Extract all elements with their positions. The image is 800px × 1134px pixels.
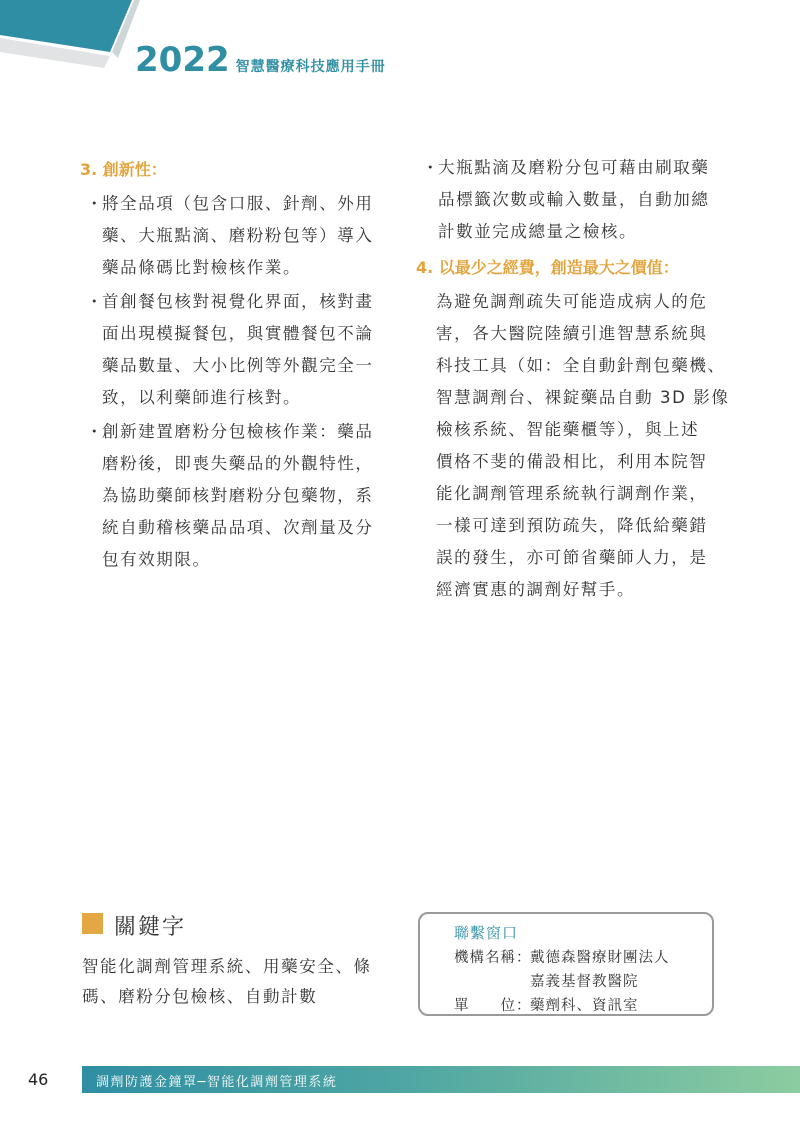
footer-band xyxy=(82,1066,800,1093)
section-heading-innovation: 3. 創新性： xyxy=(80,160,167,179)
bullet-item xyxy=(416,152,726,248)
bullet-dot: ・ xyxy=(86,292,105,311)
contact-unit-row xyxy=(454,994,639,1015)
footer-text: 調劑防護金鐘罩─智能化調劑管理系統 xyxy=(96,1075,338,1090)
contact-org-line1: 戴德森醫療財團法人 xyxy=(530,950,670,966)
paragraph-line: 價格不斐的備設相比，利用本院智 xyxy=(436,452,708,471)
bullet-line: 品標籤次數或輸入數量，自動加總 xyxy=(438,190,710,209)
bullet-item xyxy=(80,188,390,284)
contact-unit-label: 單 位： xyxy=(454,998,532,1014)
value-paragraph xyxy=(416,286,730,606)
paragraph-line: 為避免調劑疏失可能造成病人的危 xyxy=(436,292,708,311)
paragraph-line: 智慧調劑台、裸錠藥品自動 3D 影像 xyxy=(436,388,730,407)
keywords-line: 智能化調劑管理系統、用藥安全、條 xyxy=(82,957,372,976)
bullet-line: 首創餐包核對視覺化界面，核對畫 xyxy=(102,292,374,311)
keywords-text xyxy=(82,952,402,1012)
bullet-line: 大瓶點滴及磨粉分包可藉由刷取藥 xyxy=(438,158,710,177)
header-year: 2022 xyxy=(135,40,230,80)
page-number: 46 xyxy=(28,1070,49,1089)
bullet-line: 藥、大瓶點滴、磨粉粉包等）導入 xyxy=(102,226,374,245)
bullet-line: 面出現模擬餐包，與實體餐包不論 xyxy=(102,324,374,343)
right-column xyxy=(416,152,730,606)
contact-title: 聯繫窗口 xyxy=(454,924,519,942)
paragraph-line: 能化調劑管理系統執行調劑作業， xyxy=(436,484,708,503)
contact-unit-value: 藥劑科、資訊室 xyxy=(530,998,639,1014)
bullet-dot: ・ xyxy=(86,422,105,441)
left-column xyxy=(80,152,390,578)
paragraph-line: 一樣可達到預防疏失，降低給藥錯 xyxy=(436,516,708,535)
corner-decoration xyxy=(0,0,140,70)
bullet-line: 致，以利藥師進行核對。 xyxy=(102,388,302,407)
bullet-line: 藥品條碼比對檢核作業。 xyxy=(102,258,302,277)
bullet-line: 為協助藥師核對磨粉分包藥物，系 xyxy=(102,486,374,505)
bullet-line: 創新建置磨粉分包檢核作業：藥品 xyxy=(102,422,374,441)
keywords-line: 碼、磨粉分包檢核、自動計數 xyxy=(82,987,318,1006)
keywords-title: 關鍵字 xyxy=(114,915,187,940)
contact-org-row xyxy=(454,946,670,967)
paragraph-line: 經濟實惠的調劑好幫手。 xyxy=(436,580,636,599)
contact-org-line2: 嘉義基督教醫院 xyxy=(530,974,639,990)
bullet-item xyxy=(80,286,390,414)
bullet-item xyxy=(80,416,390,576)
section-heading-value: 4. 以最少之經費，創造最大之價值： xyxy=(416,258,679,277)
handbook-title: 智慧醫療科技應用手冊 xyxy=(235,59,386,75)
contact-org-row-2 xyxy=(454,970,639,991)
bullet-line: 磨粉後，即喪失藥品的外觀特性， xyxy=(102,454,374,473)
bullet-dot: ・ xyxy=(422,158,441,177)
bullet-line: 將全品項（包含口服、針劑、外用 xyxy=(102,194,374,213)
contact-box xyxy=(418,912,714,1016)
paragraph-line: 害，各大醫院陸續引進智慧系統與 xyxy=(436,324,708,343)
keywords-marker xyxy=(82,913,103,934)
bullet-line: 包有效期限。 xyxy=(102,550,211,569)
bullet-line: 藥品數量、大小比例等外觀完全一 xyxy=(102,356,374,375)
paragraph-line: 科技工具（如：全自動針劑包藥機、 xyxy=(436,356,726,375)
bullet-line: 計數並完成總量之檢核。 xyxy=(438,222,638,241)
contact-org-label: 機構名稱： xyxy=(454,950,532,966)
bullet-line: 統自動稽核藥品品項、次劑量及分 xyxy=(102,518,374,537)
paragraph-line: 檢核系統、智能藥櫃等），與上述 xyxy=(436,420,700,439)
document-header xyxy=(135,40,386,80)
bullet-dot: ・ xyxy=(86,194,105,213)
paragraph-line: 誤的發生，亦可節省藥師人力，是 xyxy=(436,548,708,567)
